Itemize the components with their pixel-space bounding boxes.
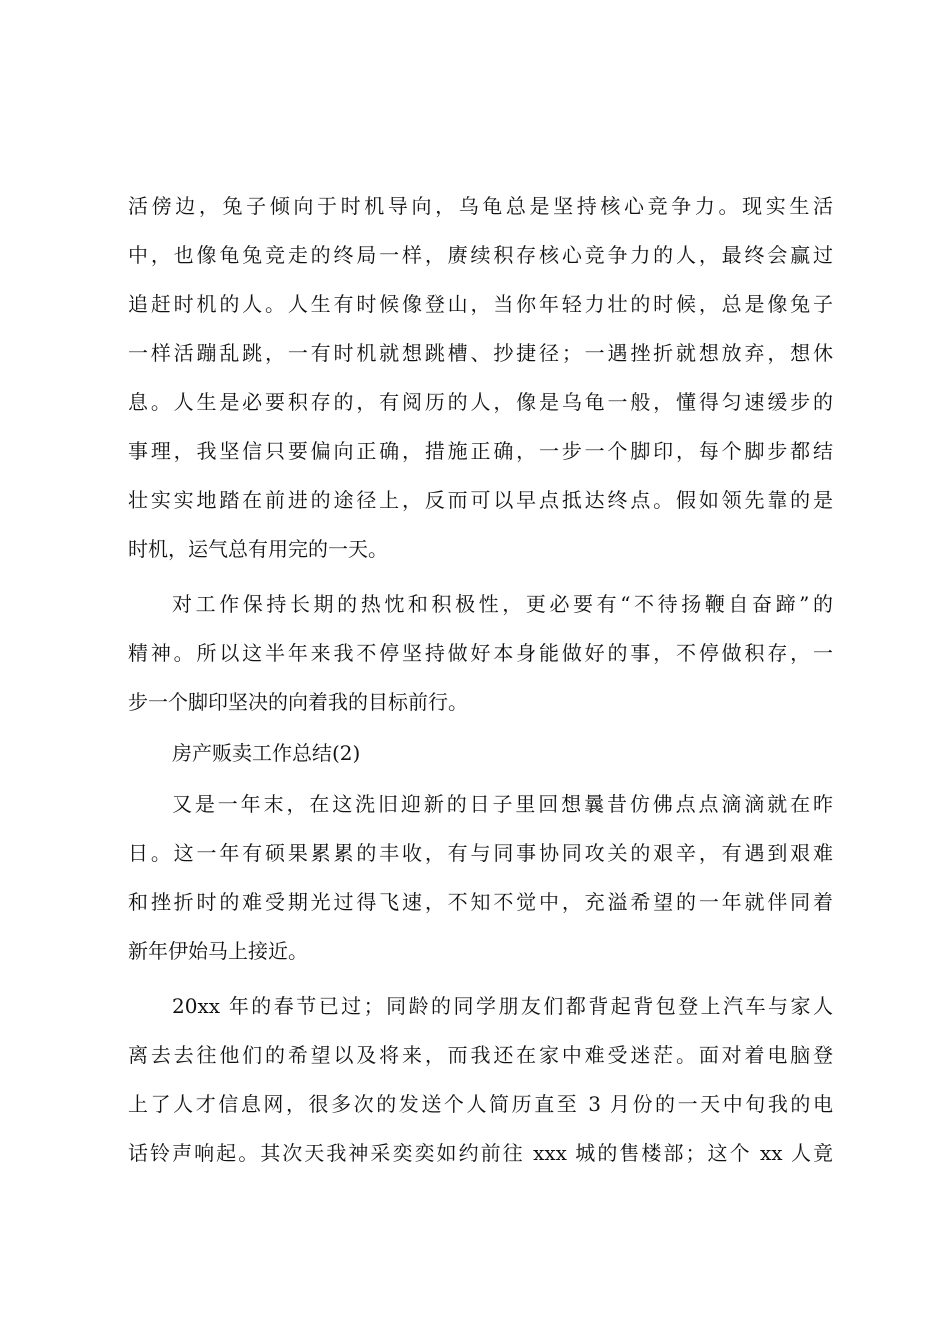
text-line: 离去去往他们的希望以及将来，而我还在家中难受迷茫。面对着电脑登: [128, 1043, 833, 1067]
text-line: 壮实实地踏在前进的途径上，反而可以早点抵达终点。假如领先靠的是: [128, 488, 833, 512]
text-line: 息。人生是必要积存的，有阅历的人，像是乌龟一般，懂得匀速缓步的: [128, 390, 833, 414]
section-heading: 房产贩卖工作总结(2): [172, 741, 361, 765]
text-line: 活傍边，兔子倾向于时机导向，乌龟总是坚持核心竞争力。现实生活: [128, 194, 833, 218]
text-line: 日。这一年有硕果累累的丰收，有与同事协同攻关的艰辛，有遇到艰难: [128, 841, 833, 865]
paragraph-start-line: 对工作保持长期的热忱和积极性，更必要有“不待扬鞭自奋蹄”的: [172, 592, 833, 616]
text-line: 时机，运气总有用完的一天。: [128, 537, 388, 561]
text-line: 上了人才信息网，很多次的发送个人简历直至 3 月份的一天中旬我的电: [128, 1092, 833, 1116]
text-line: 话铃声响起。其次天我神采奕奕如约前往 xxx 城的售楼部；这个 xx 人竟: [128, 1141, 833, 1165]
text-line: 精神。所以这半年来我不停坚持做好本身能做好的事，不停做积存，一: [128, 641, 833, 665]
text-line: 和挫折时的难受期光过得飞速，不知不觉中，充溢希望的一年就伴同着: [128, 890, 833, 914]
text-line: 步一个脚印坚决的向着我的目标前行。: [128, 690, 468, 714]
text-line: 事理，我坚信只要偏向正确，措施正确，一步一个脚印，每个脚步都结: [128, 439, 833, 463]
text-line: 追赶时机的人。人生有时候像登山，当你年轻力壮的时候，总是像兔子: [128, 292, 833, 316]
text-line: 新年伊始马上接近。: [128, 939, 308, 963]
text-line: 一样活蹦乱跳，一有时机就想跳槽、抄捷径；一遇挫折就想放弃，想休: [128, 341, 833, 365]
paragraph-start-line: 20xx 年的春节已过；同龄的同学朋友们都背起背包登上汽车与家人: [172, 994, 833, 1018]
paragraph-start-line: 又是一年末，在这洗旧迎新的日子里回想曩昔仿佛点点滴滴就在昨: [172, 792, 833, 816]
text-line: 中，也像龟兔竞走的终局一样，赓续积存核心竞争力的人，最终会赢过: [128, 243, 833, 267]
